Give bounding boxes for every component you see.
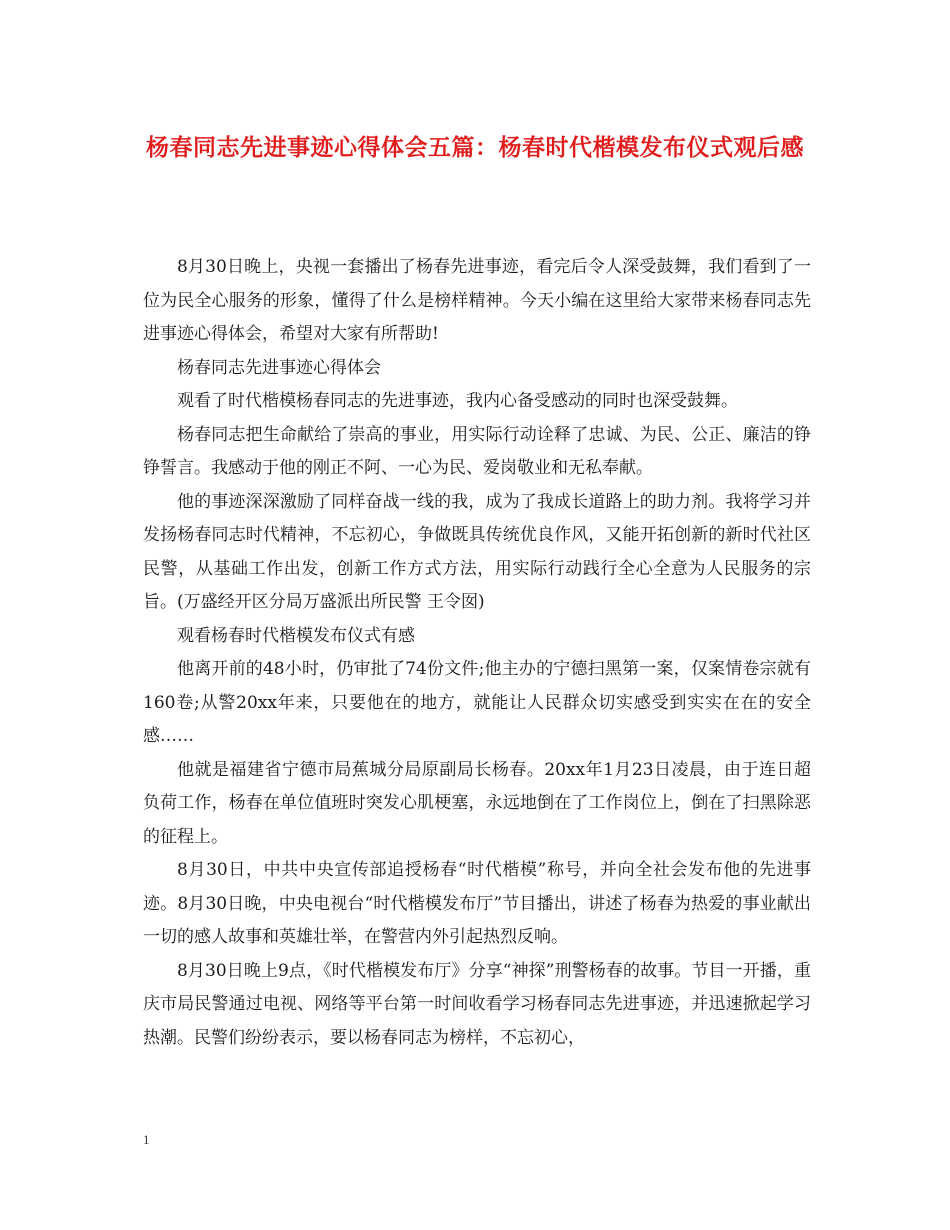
paragraph: 杨春同志把生命献给了崇高的事业，用实际行动诠释了忠诚、为民、公正、廉洁的铮铮誓言。我感动于他的刚正不阿、一心为民、爱岗敬业和无私奉献。 — [143, 424, 811, 478]
document-title: 杨春同志先进事迹心得体会五篇：杨春时代楷模发布仪式观后感 — [146, 134, 804, 161]
paragraph: 他的事迹深深激励了同样奋战一线的我，成为了我成长道路上的助力剂。我将学习并发扬杨春同志时代精神，不忘初心，争做既具传统优良作风，又能开拓创新的新时代社区民警，从基础工作出发，创新工作方式方法，用实际行动践行全心全意为人民服务的宗旨。(万盛经开区分局万盛派出所民警 王令囡) — [143, 491, 811, 612]
section-heading: 观看杨春时代楷模发布仪式有感 — [177, 625, 415, 646]
document-body — [143, 251, 811, 1055]
paragraph: 他离开前的48小时，仍审批了74份文件;他主办的宁德扫黑第一案，仅案情卷宗就有160卷;从警20xx年来，只要他在的地方，就能让人民群众切实感受到实实在在的安全感…… — [143, 659, 811, 746]
paragraph: 观看了时代楷模杨春同志的先进事迹，我内心备受感动的同时也深受鼓舞。 — [177, 391, 738, 411]
paragraph: 8月30日晚上9点，《时代楷模发布厅》分享“神探”刑警杨春的故事。节目一开播，重庆市局民警通过电视、网络等平台第一时间收看学习杨春同志先进事迹，并迅速掀起学习热潮。民警们纷纷表示，要以杨春同志为榜样，不忘初心， — [143, 960, 811, 1048]
paragraph: 8月30日，中共中央宣传部追授杨春“时代楷模”称号，并向全社会发布他的先进事迹。8月30日晚，中央电视台“时代楷模发布厅”节目播出，讲述了杨春为热爱的事业献出一切的感人故事和英雄壮举，在警营内外引起热烈反响。 — [143, 860, 811, 947]
section-heading: 杨春同志先进事迹心得体会 — [177, 357, 381, 378]
page-number: 1 — [143, 1132, 150, 1147]
paragraph: 8月30日晚上，央视一套播出了杨春先进事迹，看完后令人深受鼓舞，我们看到了一位为民全心服务的形象，懂得了什么是榜样精神。今天小编在这里给大家带来杨春同志先进事迹心得体会，希望对大家有所帮助! — [143, 257, 811, 344]
paragraph: 他就是福建省宁德市局蕉城分局原副局长杨春。20xx年1月23日凌晨，由于连日超负荷工作，杨春在单位值班时突发心肌梗塞，永远地倒在了工作岗位上，倒在了扫黑除恶的征程上。 — [143, 759, 811, 847]
